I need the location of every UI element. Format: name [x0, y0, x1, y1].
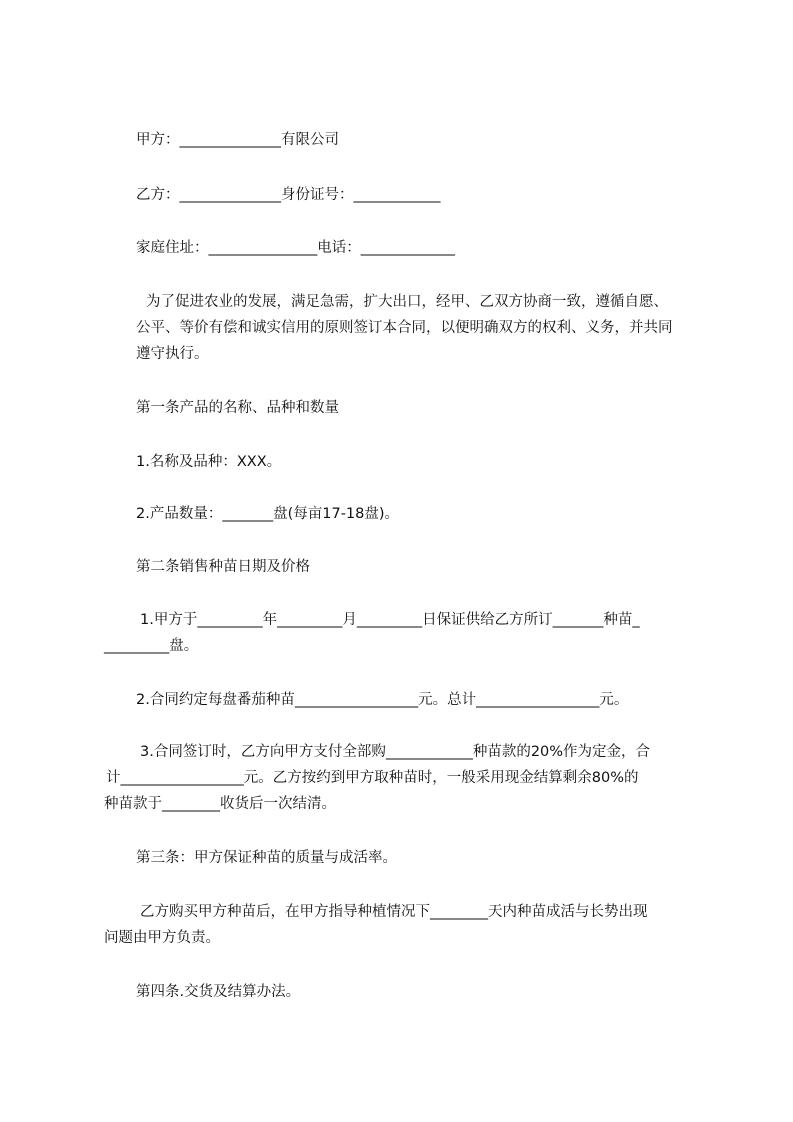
- party-a-line: 甲方：______________有限公司: [136, 132, 339, 148]
- article-3-title: 第三条：甲方保证种苗的质量与成活率。: [136, 850, 397, 866]
- article-3-body-line: 问题由甲方负责。: [104, 930, 220, 946]
- article-1-title: 第一条产品的名称、品种和数量: [136, 400, 339, 416]
- article-1-item-1: 1.名称及品种：XXX。: [136, 454, 282, 470]
- article-2-item-2: 2.合同约定每盘番茄种苗_________________元。总计_________________元。: [136, 692, 629, 708]
- intro-line: 公平、等价有偿和诚实信用的原则签订本合同，以便明确双方的权利、义务，并共同: [136, 320, 673, 336]
- article-2-item-3-line: 计_________________元。乙方按约到甲方取种苗时，一般采用现金结算剩余80%的: [106, 770, 639, 786]
- article-1-item-2: 2.产品数量：_______盘(每亩17-18盘)。: [136, 506, 400, 522]
- intro-line: 为了促进农业的发展，满足急需，扩大出口，经甲、乙双方协商一致，遵循自愿、: [146, 294, 668, 310]
- article-2-item-1-line: _________盘。: [104, 638, 199, 654]
- intro-line: 遵守执行。: [136, 346, 209, 362]
- article-4-title: 第四条.交货及结算办法。: [136, 984, 301, 1000]
- article-2-item-3-line: 3.合同签订时，乙方向甲方支付全部购____________种苗款的20%作为定金，合: [140, 744, 651, 760]
- article-2-item-3-line: 种苗款于________收货后一次结清。: [104, 796, 336, 812]
- article-2-title: 第二条销售种苗日期及价格: [136, 559, 310, 575]
- address-line: 家庭住址：_______________电话：_____________: [136, 240, 455, 256]
- party-b-line: 乙方：______________身份证号：____________: [136, 187, 441, 203]
- article-2-item-1-line: 1.甲方于_________年_________月_________日保证供给乙方所订_______种苗_: [140, 612, 640, 628]
- article-3-body-line: 乙方购买甲方种苗后，在甲方指导种植情况下________天内种苗成活与长势出现: [140, 904, 648, 920]
